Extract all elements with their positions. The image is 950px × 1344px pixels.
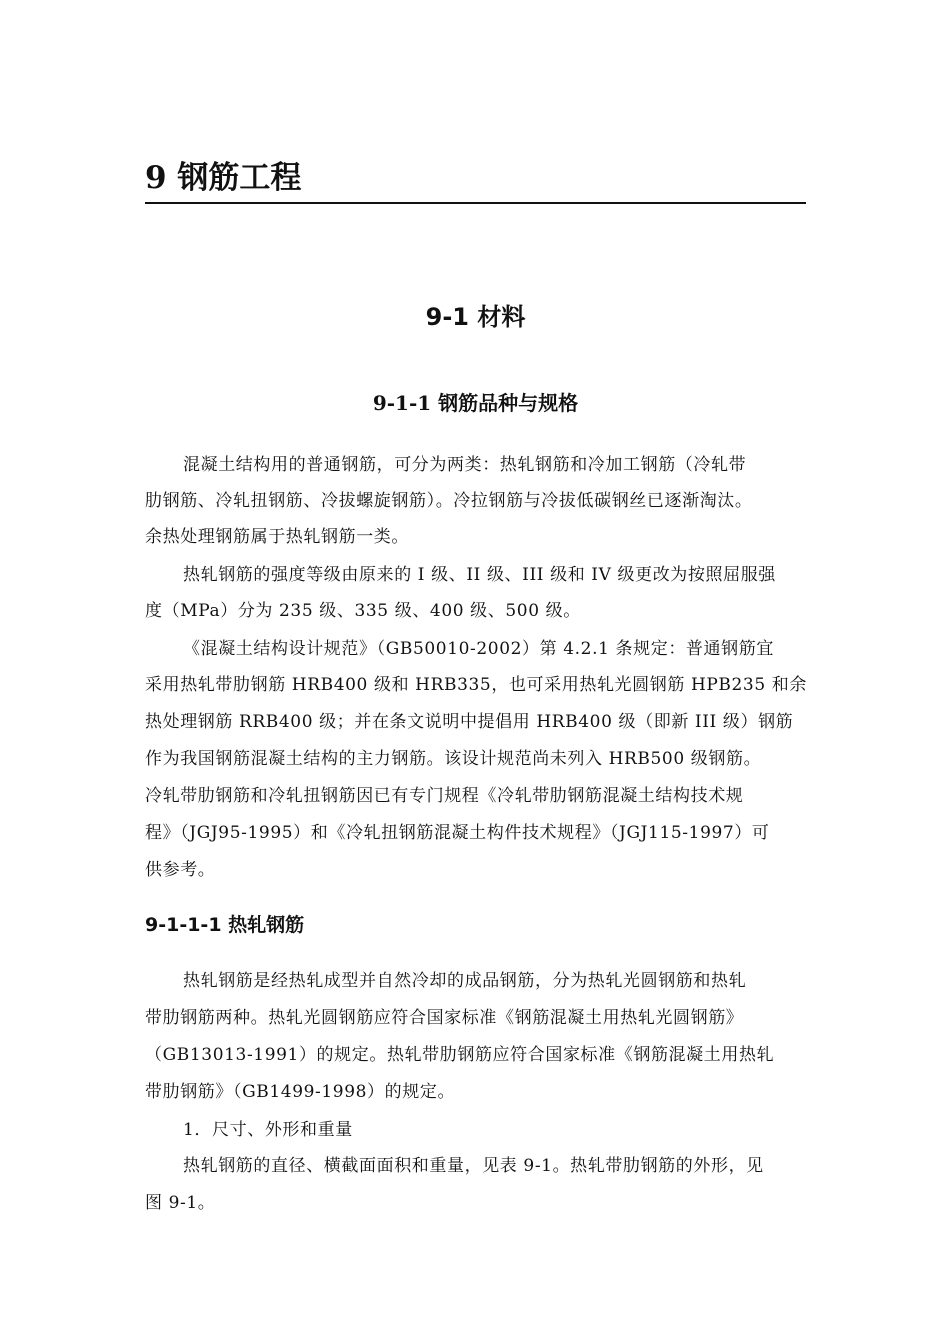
paragraph-line: 带肋钢筋》（GB1499-1998）的规定。	[145, 1082, 456, 1102]
paragraph-line: 热处理钢筋 RRB400 级；并在条文说明中提倡用 HRB400 级（即新 III 级）钢筋	[145, 712, 794, 732]
paragraph-line: 作为我国钢筋混凝土结构的主力钢筋。该设计规范尚未列入 HRB500 级钢筋。	[145, 749, 762, 769]
paragraph-line: 图 9-1。	[145, 1193, 216, 1213]
paragraph-line: 热轧钢筋的直径、横截面面积和重量，见表 9-1。热轧带肋钢筋的外形，见	[183, 1156, 764, 1176]
subsection-title: 9-1-1 钢筋品种与规格	[372, 391, 579, 415]
paragraph-line: 热轧钢筋的强度等级由原来的 I 级、II 级、III 级和 IV 级更改为按照屈服强	[183, 565, 776, 585]
paragraph-line: 度（MPa）分为 235 级、335 级、400 级、500 级。	[145, 601, 581, 621]
paragraph-line: 冷轧带肋钢筋和冷轧扭钢筋因已有专门规程《冷轧带肋钢筋混凝土结构技术规	[145, 786, 744, 806]
paragraph-line: 采用热轧带肋钢筋 HRB400 级和 HRB335，也可采用热轧光圆钢筋 HPB235 和余	[145, 675, 807, 695]
paragraph-line: 《混凝土结构设计规范》（GB50010-2002）第 4.2.1 条规定：普通钢筋宜	[183, 639, 774, 659]
paragraph-line: 供参考。	[145, 860, 216, 880]
paragraph-line: 混凝土结构用的普通钢筋，可分为两类：热轧钢筋和冷加工钢筋（冷轧带	[183, 455, 747, 475]
paragraph-line: 程》（JGJ95-1995）和《冷轧扭钢筋混凝土构件技术规程》（JGJ115-1997）可	[145, 823, 770, 843]
paragraph-line: （GB13013-1991）的规定。热轧带肋钢筋应符合国家标准《钢筋混凝土用热轧	[145, 1045, 775, 1065]
list-item: 1．尺寸、外形和重量	[183, 1120, 353, 1140]
paragraph-line: 带肋钢筋两种。热轧光圆钢筋应符合国家标准《钢筋混凝土用热轧光圆钢筋》	[145, 1008, 744, 1028]
subsubsection-title: 9-1-1-1 热轧钢筋	[145, 914, 305, 936]
paragraph-line: 肋钢筋、冷轧扭钢筋、冷拔螺旋钢筋）。冷拉钢筋与冷拔低碳钢丝已逐渐淘汰。	[145, 491, 753, 511]
paragraph-line: 余热处理钢筋属于热轧钢筋一类。	[145, 527, 409, 547]
paragraph-line: 热轧钢筋是经热轧成型并自然冷却的成品钢筋，分为热轧光圆钢筋和热轧	[183, 971, 747, 991]
chapter-title: 9 钢筋工程	[145, 160, 302, 196]
chapter-divider	[145, 202, 806, 204]
section-title: 9-1 材料	[425, 303, 526, 331]
